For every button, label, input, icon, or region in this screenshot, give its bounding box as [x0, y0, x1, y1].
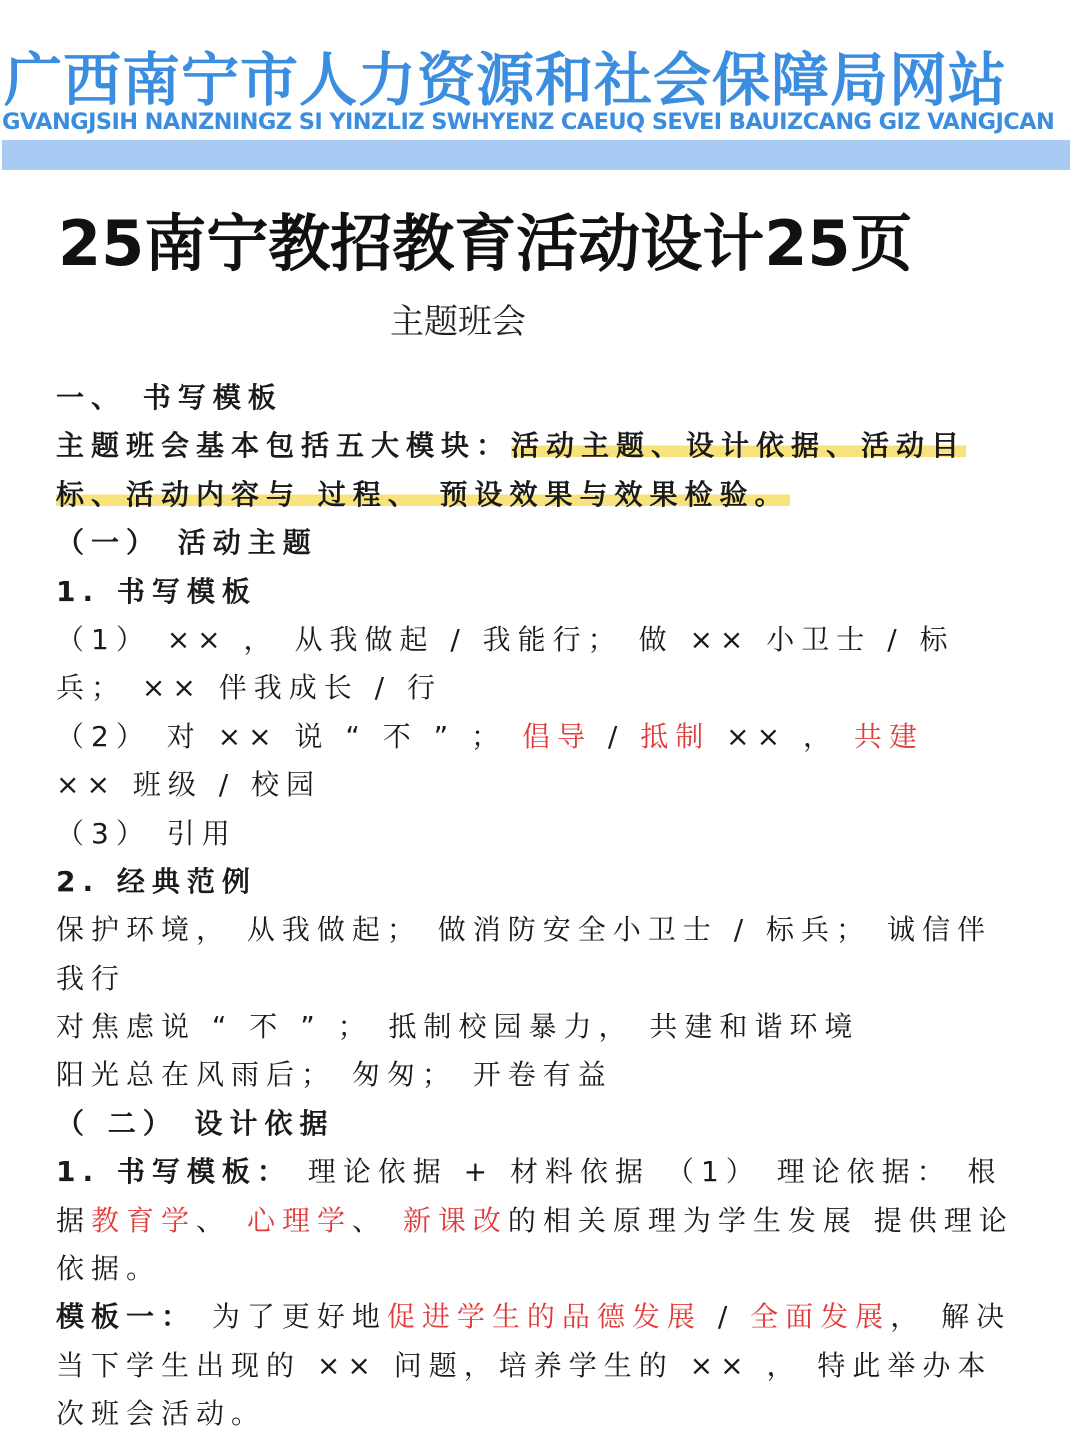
- item-heading: 2. 经典范例: [56, 864, 257, 898]
- paragraph-line: 我行: [56, 961, 127, 995]
- paragraph-line: [56, 1197, 1046, 1245]
- text-span: 主题班会基本包括五大模块：: [56, 429, 512, 463]
- text-span: 理论依据 + 材料依据 （1） 理论依据： 根: [291, 1155, 1003, 1189]
- document-body: [56, 374, 1046, 1439]
- text-span: 的相关原理为学生发展 提供理论: [507, 1203, 1014, 1237]
- header-divider-bar: [2, 140, 1070, 170]
- text-span: ， 解决: [890, 1300, 1012, 1334]
- text-span: 据: [56, 1203, 92, 1237]
- subsection-heading: （ 二） 设计依据: [56, 1106, 335, 1140]
- document-subtitle: 主题班会: [390, 302, 526, 342]
- red-emphasis: 共建: [853, 719, 924, 753]
- text-span: /: [701, 1300, 751, 1334]
- highlighted-text: 活动主题、设计依据、活动目: [511, 429, 967, 463]
- paragraph-line: （3） 引用: [56, 816, 237, 850]
- section-heading: 一、 书写模板: [56, 381, 283, 414]
- text-span: （2） 对 ×× 说 “ 不 ” ；: [56, 719, 522, 753]
- paragraph-line: [56, 1293, 1046, 1341]
- red-emphasis: 全面发展: [750, 1300, 891, 1334]
- paragraph-line: 兵； ×× 伴我成长 / 行: [56, 671, 442, 705]
- site-header: [0, 0, 1080, 175]
- text-span: 为了更好地: [196, 1300, 387, 1334]
- site-title: 广西南宁市人力资源和社会保障局网站: [4, 46, 1008, 114]
- paragraph-line: 依据。: [56, 1252, 162, 1286]
- item-heading: 1. 书写模板: [56, 574, 257, 608]
- red-emphasis: 教育学: [91, 1203, 197, 1237]
- red-emphasis: 新课改: [402, 1203, 508, 1237]
- bold-label: 1. 书写模板：: [56, 1155, 292, 1189]
- text-span: /: [591, 719, 641, 753]
- paragraph-line: [56, 1148, 1046, 1196]
- paragraph-line: [56, 422, 1046, 470]
- paragraph-line: [56, 713, 1046, 761]
- paragraph-line: 阳光总在风雨后； 匆匆； 开卷有益: [56, 1058, 613, 1092]
- paragraph-line: 次班会活动。: [56, 1397, 267, 1431]
- paragraph-line: ×× 班级 / 校园: [56, 768, 322, 802]
- document-title: 25南宁教招教育活动设计25页: [58, 207, 913, 280]
- paragraph-line: 当下学生出现的 ×× 问题，培养学生的 ×× ， 特此举办本: [56, 1348, 993, 1382]
- text-span: 、: [351, 1203, 403, 1237]
- paragraph-line: 保护环境， 从我做起； 做消防安全小卫士 / 标兵； 诚信伴: [56, 913, 992, 947]
- subsection-heading: （一） 活动主题: [56, 526, 318, 560]
- red-emphasis: 抵制: [640, 719, 711, 753]
- text-span: 、: [196, 1203, 247, 1237]
- paragraph-line: （1） ×× ， 从我做起 / 我能行； 做 ×× 小卫士 / 标: [56, 622, 955, 656]
- paragraph-line: [56, 471, 1046, 519]
- bold-label: 模板一：: [56, 1300, 197, 1334]
- red-emphasis: 倡导: [521, 719, 592, 753]
- red-emphasis: 促进学生的品德发展: [386, 1300, 702, 1334]
- text-span: ×× ，: [710, 719, 854, 753]
- highlighted-text: 标、活动内容与 过程、 预设效果与效果检验。: [56, 477, 790, 511]
- site-subtitle: GVANGJSIH NANZNINGZ SI YINZLIZ SWHYENZ CAEUQ SEVEI BAUIZCANG GIZ VANGJCAN: [2, 109, 1055, 135]
- red-emphasis: 心理学: [246, 1203, 352, 1237]
- paragraph-line: 对焦虑说 “ 不 ” ； 抵制校园暴力， 共建和谐环境: [56, 1010, 860, 1044]
